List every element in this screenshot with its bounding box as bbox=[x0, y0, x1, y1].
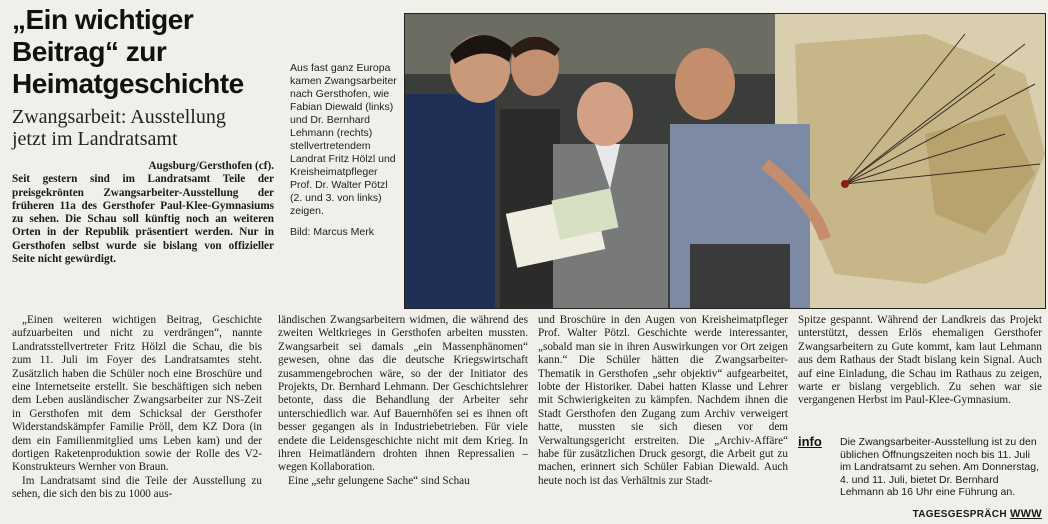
footer-label: TAGESGESPRÄCH bbox=[912, 509, 1007, 520]
article-column-4 bbox=[798, 314, 1042, 408]
column-2-paragraph-1: ländischen Zwangsarbeitern widmen, die während des zweiten Weltkrieges in Gersthofen arbeiten mussten. Zwangsarbeit sei damals „ein Massenphänomen“ gewesen, ohne das die deutsche Kriegswirtschaft zusammengebrochen wäre, so der der Initiator des Projekts, Dr. Bernhard Lehmann. Der Geschichtslehrer betonte, dass die Behandlung der Arbeiter sehr unterschiedlich war. Auf Bauernhöfen sei es ihnen oft besser gegangen als in Industriebetrieben. Für viele endete die Leidensgeschichte nicht mit dem Krieg. In ihren Heimatländern drohten ihnen Repressalien – wegen Kollaboration. bbox=[278, 314, 528, 474]
person-4-head bbox=[675, 48, 735, 120]
column-1-paragraph-2: Im Landratsamt sind die Teile der Ausstellung zu sehen, die sich den bis zu 1000 aus- bbox=[12, 474, 262, 501]
article-subheadline bbox=[12, 106, 272, 150]
headline-line-1: „Ein wichtiger bbox=[12, 4, 194, 35]
person-1-body bbox=[405, 94, 495, 308]
photo-credit: Bild: Marcus Merk bbox=[290, 226, 375, 238]
column-1-paragraph-1: „Einen weiteren wichtigen Beitrag, Geschichte aufzuarbeiten und nicht zu verdrängen“, nannte Landratsstellvertreter Fritz Hölzl die Schau, die bis zum 11. Juli im Foyer des Landratsamtes steht. Zusätzlich haben die Schüler noch eine Broschüre und eine Internetseite erstellt. Sie beschäftigen sich neben dem Leben ausländischer Zwangsarbeiter zur NS-Zeit in Gersthofen mit dem Schicksal der Gersthofer Widerstandskämpfer Familie Pröll, dem KZ Dora (in dem ein Familienmitglied ums Leben kam) und der dortigen Raketenproduktion sowie der Rolle des V2-Konstrukteurs Wernher von Braun. bbox=[12, 314, 262, 474]
footer-www: WWW bbox=[1009, 508, 1042, 520]
subheadline-line-1: Zwangsarbeit: Ausstellung bbox=[12, 106, 226, 128]
article-headline bbox=[12, 4, 272, 100]
lead-paragraph bbox=[12, 160, 274, 266]
map-pin bbox=[841, 180, 849, 188]
lead-text: Seit gestern sind im Landratsamt Teile der preisgekrönten Zwangsarbeiter-Ausstellung der früheren 11a des Gersthofer Paul-Klee-Gymnasiums zu sehen. Die Schau soll künftig noch an weiteren Orten in der Republik präsentiert werden. Nur in Gersthofen selbst wurde sie bislang von offizieller Seite nicht gewürdigt. bbox=[12, 173, 274, 266]
column-2-paragraph-2: Eine „sehr gelungene Sache“ sind Schau bbox=[288, 474, 470, 487]
article-photo bbox=[404, 13, 1046, 309]
article-column-3 bbox=[538, 314, 788, 488]
caption-text: Aus fast ganz Europa kamen Zwangsarbeiter nach Gersthofen, wie Fabian Diewald (links) und Dr. Bernhard Lehmann (rechts) stellvertretendem Landrat Fritz Hölzl und Kreisheimatpfleger Prof. Dr. Walter Pötzl (2. und 3. von links) zeigen. bbox=[290, 62, 397, 217]
info-text: Die Zwangsarbeiter-Ausstellung ist zu den üblichen Öffnungszeiten noch bis 11. Juli im Landratsamt zu sehen. Am Donnerstag, 4. und 11. Juli, bietet Dr. Bernhard Lehmann ab 16 Uhr eine Führung an. bbox=[840, 436, 1040, 499]
column-3-paragraph-1: und Broschüre in den Augen von Kreisheimatpfleger Prof. Walter Pötzl. Geschichte werde interessanter, „sobald man sie in ihren Auswirkungen vor Ort zeigen kann.“ Die Schüler hätten die Zwangsarbeiter-Thematik in Gersthofen „sehr objektiv“ aufgearbeitet, lobte der Historiker. Dabei hatten Klasse und Lehrer mit Schwierigkeiten zu kämpfen. Nachdem ihnen die Stadt Gersthofen den Zugang zum Archiv verweigert hatte, mussten sie sich diesen vor dem Verwaltungsgericht erstreiten. Die „Archiv-Affäre“ habe für zusätzlichen Druck gesorgt, die Arbeit gut zu machen, erinnert sich Schüler Fabian Diewald. Auch heute noch ist das Verhältnis zur Stadt- bbox=[538, 314, 788, 487]
column-4-paragraph-1: Spitze gespannt. Während der Landkreis das Projekt unterstützt, dessen Erlös ehemaligen Gersthofer Zwangsarbeitern zu Gute kommt, kam laut Lehmann aus dem Rathaus der Stadt bislang kein Signal. Auch auf eine Einladung, die Schau im Rathaus zu zeigen, warte er bislang vergeblich. Zu sehen war sie vergangenen Herbst im Paul-Klee-Gymnasium. bbox=[798, 314, 1042, 407]
info-box bbox=[798, 436, 1042, 499]
person-4-trousers bbox=[690, 244, 790, 308]
info-label: info bbox=[798, 434, 822, 449]
dateline: Augsburg/Gersthofen (cf). bbox=[148, 160, 274, 172]
subheadline-line-2: jetzt im Landratsamt bbox=[12, 128, 178, 150]
photo-illustration bbox=[405, 14, 1045, 308]
headline-line-3: Heimatgeschichte bbox=[12, 68, 244, 99]
headline-line-2: Beitrag“ zur bbox=[12, 36, 167, 67]
article-column-1 bbox=[12, 314, 262, 502]
section-footer bbox=[913, 508, 1042, 520]
person-3-head bbox=[577, 82, 633, 146]
article-column-2 bbox=[278, 314, 528, 488]
photo-caption bbox=[290, 62, 398, 239]
